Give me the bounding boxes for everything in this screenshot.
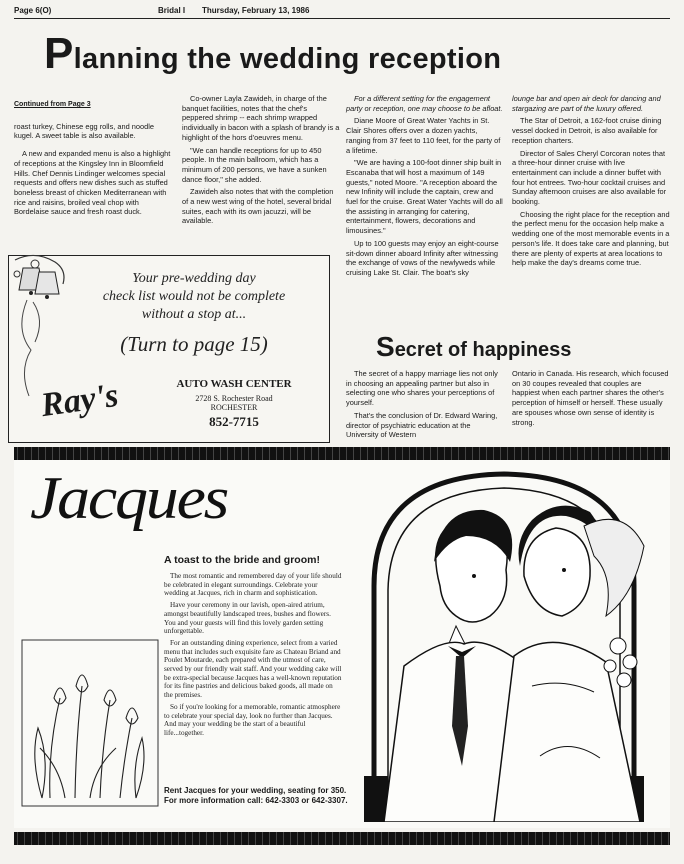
paragraph: The secret of a happy marriage lies not only in choosing an appealing partner but also in selecting one who shares your perceptions of yourself. [346, 369, 498, 408]
paragraph: "We are having a 100-foot dinner ship built in Escanaba that will host a maximum of 149 guests," noted Moore. "A reception aboard the new Infinity will include the captain, crew and fuel for the cruise. Great Water Yachts will do all the assisting in arranging for catering, entertainment, flowers, decorations and limousines." [346, 158, 503, 236]
continued-label: Continued from Page 3 [14, 101, 91, 108]
issue-date: Thursday, February 13, 1986 [202, 6, 310, 15]
jacques-advertisement [14, 460, 670, 828]
jacques-body [164, 572, 342, 741]
paragraph: So if you're looking for a memorable, romantic atmosphere to celebrate your special day, look no further than Jacques. And may your wedding be the start of a beautiful life...together. [164, 702, 341, 737]
article-column-4 [512, 94, 670, 271]
ad-line: without a stop at... [141, 307, 247, 322]
article-column-2 [182, 94, 340, 229]
paragraph: The Star of Detroit, a 162-foot cruise dining vessel docked in Detroit, is also available for reception charters. [512, 116, 662, 145]
jacques-contact: Rent Jacques for your wedding, seating for 350. For more information call: 642-3303 or 642-3307. [164, 786, 348, 805]
business-phone: 852-7715 [209, 414, 259, 429]
paragraph: Up to 100 guests may enjoy an eight-course sit-down dinner aboard Infinity after witnessing the exchange of vows of the newlyweds while cruising Lake St. Clair. The boat's sky [346, 238, 499, 277]
secret-initial: S [376, 331, 395, 362]
secret-column-2 [512, 369, 670, 430]
rays-logo: Ray's [38, 376, 121, 425]
secret-column-1 [346, 369, 502, 443]
paragraph: Ontario in Canada. His research, which focused on 30 coupes revealed that couples are happiest when each partner shares the other's perception of himself or herself. These usually are spouses whose own sense of identity is strong. [512, 369, 669, 427]
ad-line: check list would not be complete [102, 289, 286, 304]
paragraph: Diane Moore of Great Water Yachts in St. Clair Shores offers over a dozen yachts, ranging from 37 feet to 110 feet, for the party of a lifetime. [346, 116, 501, 155]
tulip-illustration-icon [20, 638, 160, 808]
article-column-3 [346, 94, 504, 281]
jacques-logo: Jacques [30, 465, 228, 531]
paragraph: That's the conclusion of Dr. Edward Waring, director of psychiatric education at the University of Western [346, 410, 498, 440]
paragraph: Director of Sales Cheryl Corcoran notes that a three-hour dinner cruise with live entertainment can include a dinner buffet with four hot entrees. Two-hour cocktail cruises and Sunday afternoon cruises are also available for booking. [512, 148, 667, 207]
paragraph: For an outstanding dining experience, select from a varied menu that includes such exquisite fare as Chateau Briand and Poulet Moutarde, each prepared with the utmost of care, served by our friendly wait staff. And your wedding cake will be extra-special because Jacques has a well-known reputation for its fine pastries and delicious baked goods, all made on the premises. [164, 638, 342, 700]
paragraph: For a different setting for the engagement party or reception, one may choose to be afloat. [346, 94, 503, 113]
ad-top-border [14, 447, 670, 460]
masthead-rule [14, 18, 670, 19]
paragraph: Choosing the right place for the reception and the perfect menu for the occasion help make a wedding one of the most memorable events in a person's life. It does take care and planning, but there are plenty of experts at area locations to help make the day's dreams come true. [512, 209, 670, 268]
paragraph: lounge bar and open air deck for dancing and stargazing are part of the luxury offered. [512, 94, 661, 113]
headline-initial: P [44, 29, 74, 78]
business-info [169, 378, 299, 430]
secret-headline [376, 331, 571, 363]
paragraph: A new and expanded menu is also a highlight of receptions at the Kingsley Inn in Bloomfield Hills. Chef Dennis Lindinger welcomes special requests and offers new dishes such as stuffed boneless breast of chicken Mediterranean with rice and raisins, broiled veal chop with Bordelaise sauce and fresh roast duck. [14, 149, 171, 217]
paragraph: "We can handle receptions for up to 450 people. In the main ballroom, which has a minimum of 200 persons, we have a sunken dance floor," she added. [182, 145, 327, 184]
paragraph: Co-owner Layla Zawideh, in charge of the banquet facilities, notes that the chef's peppered shrimp -- each shrimp wrapped individually in bacon with a splash of brandy is a highlight of the hors d'oeuvres menu. [182, 94, 340, 142]
paragraph: Zawideh also notes that with the completion of a new west wing of the hotel, several bridal suites, each with its own jacuzzi, will be available. [182, 187, 334, 226]
bride-and-groom-illustration-icon [344, 466, 664, 822]
paragraph: roast turkey, Chinese egg rolls, and noodle kugel. A sweet table is also available. [14, 121, 154, 141]
page-number: Page 6(O) [14, 6, 52, 15]
section-name: Bridal I [158, 6, 186, 15]
rays-advertisement [8, 255, 330, 443]
paragraph: The most romantic and remembered day of your life should be celebrated in elegant surroundings. Celebrate your wedding at Jacques, rich in charm and sophistication. [164, 572, 342, 598]
business-address: 2728 S. Rochester Road [195, 394, 273, 403]
paragraph: Have your ceremony in our lavish, open-aired atrium, amongst beautifully landscaped trees, bushes and flowers. You and your guests will find this lovely garden setting unforgettable. [164, 601, 331, 636]
headline [44, 29, 502, 78]
turn-to-page: (Turn to page 15) [120, 332, 268, 356]
jacques-heading: A toast to the bride and groom! [164, 554, 320, 566]
ad-bottom-border [14, 832, 670, 845]
ad-line: Your pre-wedding day [132, 271, 256, 286]
secret-title: ecret of happiness [394, 339, 572, 361]
business-name: AUTO WASH CENTER [176, 378, 292, 390]
business-city: ROCHESTER [210, 403, 258, 412]
ad-tagline [69, 270, 319, 324]
article-column-1 [14, 100, 174, 220]
headline-text: lanning the wedding reception [73, 43, 502, 75]
wedding-bells-icon [5, 250, 75, 400]
